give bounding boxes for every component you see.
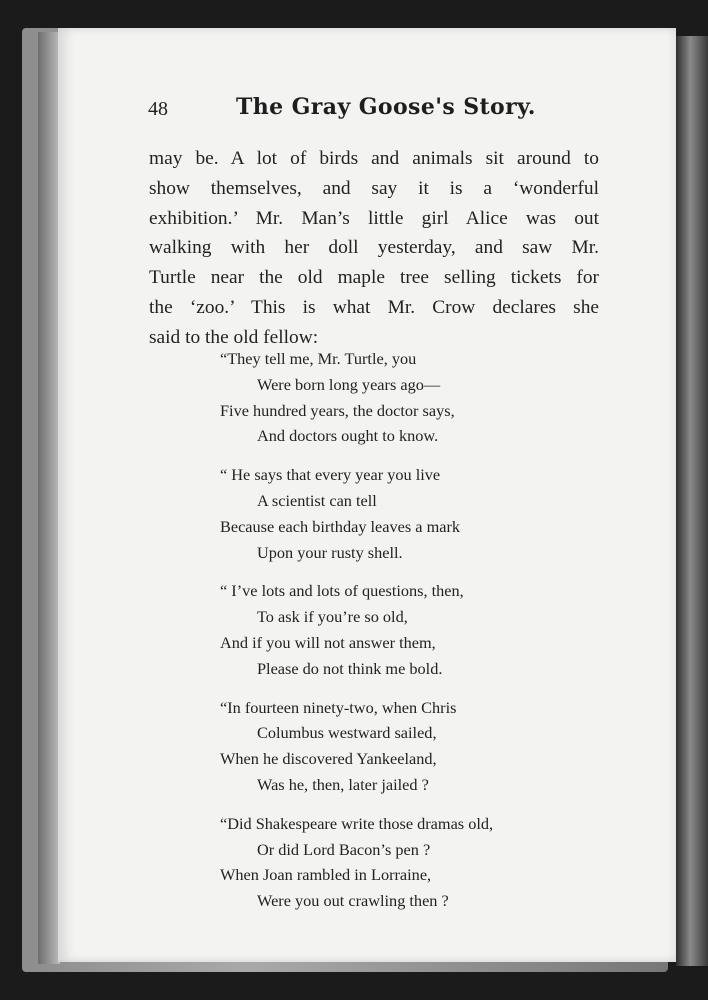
prose-line: show themselves, and say it is a ‘wonderful <box>149 177 599 199</box>
poem-line: Because each birthday leaves a mark <box>220 516 461 536</box>
poem-line: “ He says that every year you live <box>220 465 441 485</box>
poem-stanza <box>220 346 560 449</box>
poem-line: “In fourteen ninety-two, when Chris <box>220 697 457 717</box>
prose-line: may be. A lot of birds and animals sit around to <box>149 148 599 169</box>
prose-line: exhibition.’ Mr. Man’s little girl Alice was out <box>149 207 599 229</box>
poem-line: And if you will not answer them, <box>220 632 436 652</box>
poem-stanza <box>220 695 560 798</box>
poem-line: When he discovered Yankeeland, <box>220 749 437 769</box>
poem-stanza <box>220 578 560 681</box>
poem-line: To ask if you’re so old, <box>257 607 408 627</box>
prose-line: the ‘zoo.’ This is what Mr. Crow declares she <box>149 296 599 318</box>
poem-line: “Did Shakespeare write those dramas old, <box>220 813 494 833</box>
prose-paragraph <box>149 144 599 353</box>
poem-line: Were born long years ago— <box>257 374 441 394</box>
prose-line: said to the old fellow: <box>149 326 319 348</box>
running-head: The Gray Goose's Story. <box>236 94 536 120</box>
poem-line: Please do not think me bold. <box>257 658 443 678</box>
poem-line: “ I’ve lots and lots of questions, then, <box>220 581 464 601</box>
prose-line: Turtle near the old maple tree selling tickets for <box>149 267 599 289</box>
poem-line: Was he, then, later jailed ? <box>257 774 429 794</box>
page-header <box>0 96 708 138</box>
poem-line: Columbus westward sailed, <box>257 723 437 743</box>
poem-stanza <box>220 462 560 565</box>
poem-stanza <box>220 811 560 914</box>
page-stack-edge <box>38 32 60 964</box>
poem-line: Upon your rusty shell. <box>257 542 403 562</box>
facing-page-edge <box>676 36 708 966</box>
poem-line: Five hundred years, the doctor says, <box>220 400 455 420</box>
poem <box>220 346 560 927</box>
poem-line: A scientist can tell <box>257 490 377 510</box>
poem-line: When Joan rambled in Lorraine, <box>220 865 432 885</box>
prose-line: walking with her doll yesterday, and saw Mr. <box>149 237 599 259</box>
poem-line: And doctors ought to know. <box>257 426 439 446</box>
poem-line: Were you out crawling then ? <box>257 891 449 911</box>
page-number: 48 <box>148 98 168 120</box>
poem-line: “They tell me, Mr. Turtle, you <box>220 349 417 368</box>
poem-line: Or did Lord Bacon’s pen ? <box>257 839 431 859</box>
